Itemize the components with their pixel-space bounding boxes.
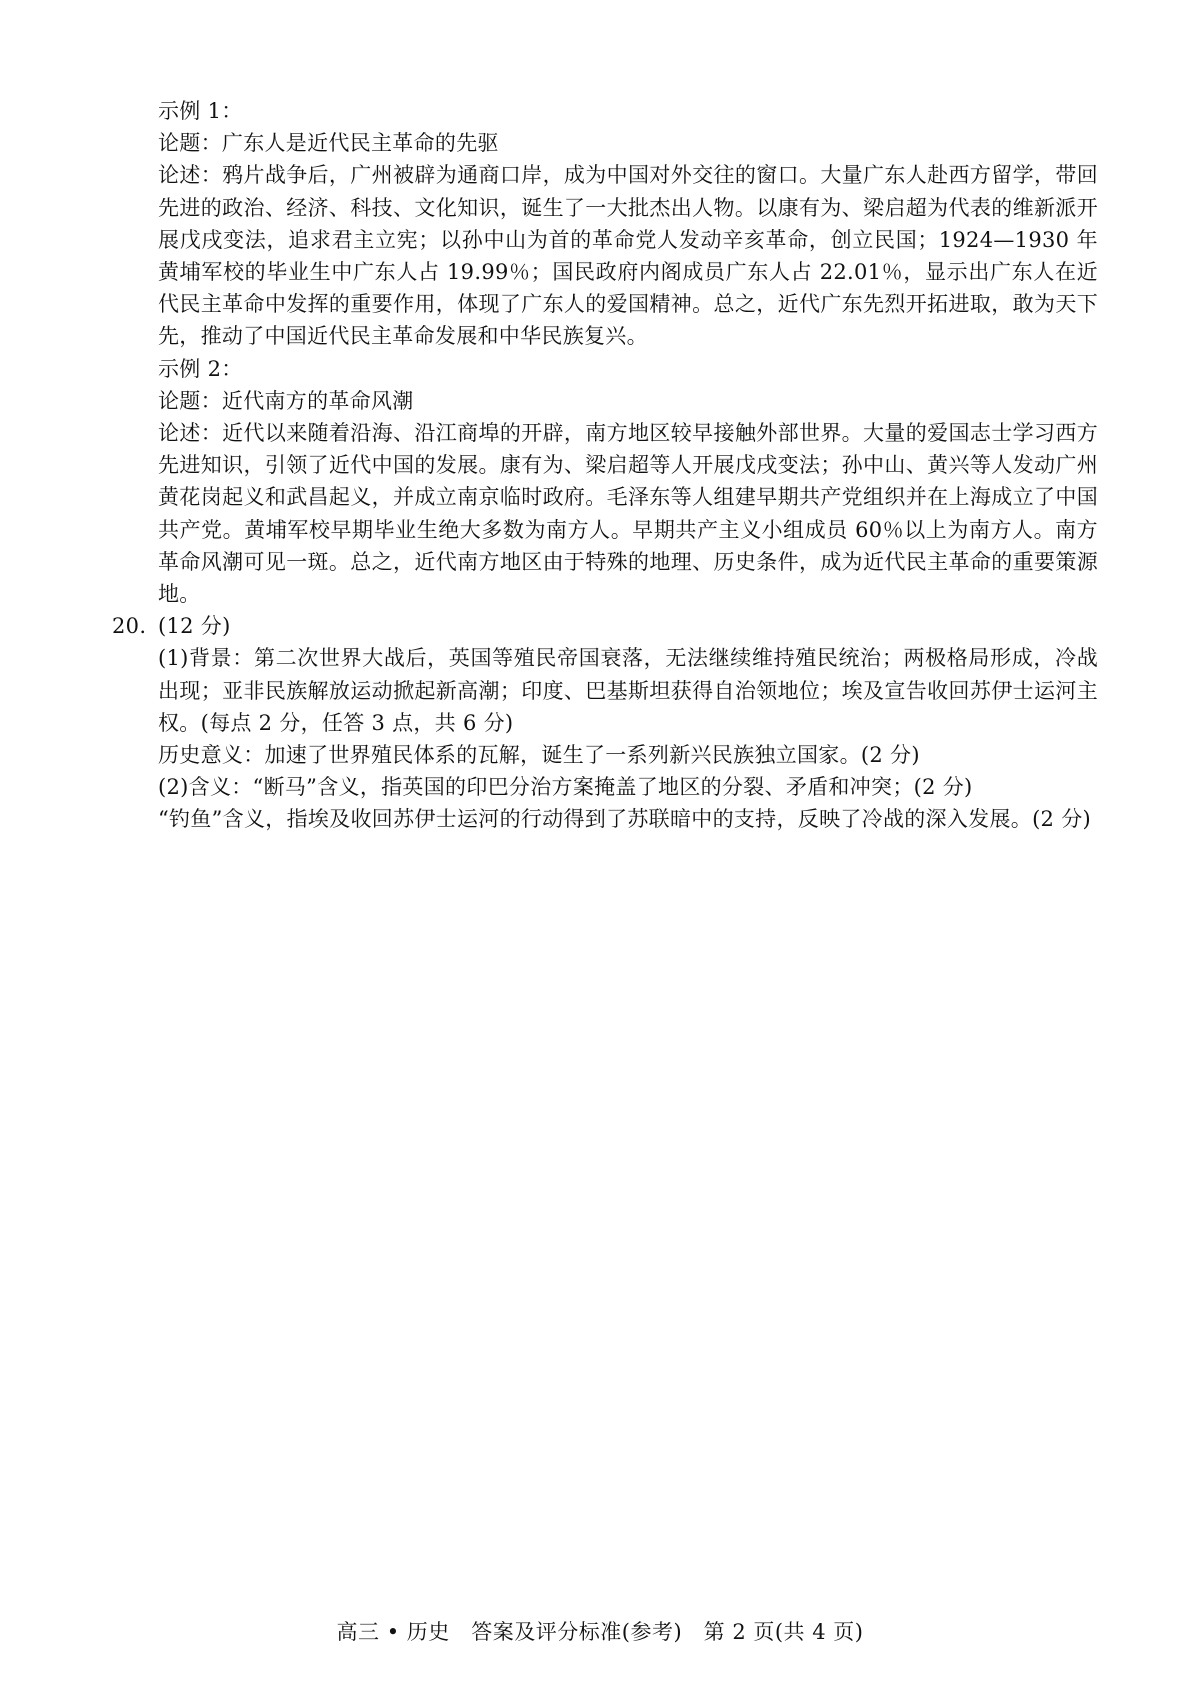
part2-meaning-1: (2)含义：“断马”含义，指英国的印巴分治方案掩盖了地区的分裂、矛盾和冲突；(2 分) — [158, 775, 973, 800]
question-20 — [112, 610, 1098, 835]
example-essay: 论述：鸦片战争后，广州被辟为通商口岸，成为中国对外交往的窗口。大量广东人赴西方留学，带回先进的政治、经济、科技、文化知识，诞生了一大批杰出人物。以康有为、梁启超为代表的维新派开展戊戌变法，追求君主立宪；以孙中山为首的革命党人发动辛亥革命，创立民国；1924—1930 年黄埔军校的毕业生中广东人占 19.99％；国民政府内阁成员广东人占 22.01％，显示出广东人在近代民主革命中发挥的重要作用，体现了广东人的爱国精神。总之，近代广东先烈开拓进取，敢为天下先，推动了中国近代民主革命发展和中华民族复兴。 — [158, 163, 1098, 349]
example-essay: 论述：近代以来随着沿海、沿江商埠的开辟，南方地区较早接触外部世界。大量的爱国志士学习西方先进知识，引领了近代中国的发展。康有为、梁启超等人开展戊戌变法；孙中山、黄兴等人发动广州黄花岗起义和武昌起义，并成立南京临时政府。毛泽东等人组建早期共产党组织并在上海成立了中国共产党。黄埔军校早期毕业生绝大多数为南方人。早期共产主义小组成员 60％以上为南方人。南方革命风潮可见一斑。总之，近代南方地区由于特殊的地理、历史条件，成为近代民主革命的重要策源地。 — [158, 421, 1098, 607]
part2-meaning-2: “钓鱼”含义，指埃及收回苏伊士运河的行动得到了苏联暗中的支持，反映了冷战的深入发展。(2 分) — [158, 807, 1091, 832]
example-topic: 论题：广东人是近代民主革命的先驱 — [158, 131, 499, 156]
example-topic: 论题：近代南方的革命风潮 — [158, 388, 414, 413]
example-1 — [158, 95, 1098, 353]
example-2 — [158, 353, 1098, 611]
example-heading: 示例 2： — [158, 356, 243, 381]
part1-significance: 历史意义：加速了世界殖民体系的瓦解，诞生了一系列新兴民族独立国家。(2 分) — [158, 743, 920, 768]
part1-background: (1)背景：第二次世界大战后，英国等殖民帝国衰落，无法继续维持殖民统治；两极格局形成，冷战出现；亚非民族解放运动掀起新高潮；印度、巴基斯坦获得自治领地位；埃及宣告收回苏伊士运河主权。(每点 2 分，任答 3 点，共 6 分) — [158, 646, 1098, 735]
question-score: (12 分) — [158, 614, 231, 639]
question-number: 20. — [112, 614, 147, 639]
example-heading: 示例 1： — [158, 99, 243, 123]
answer-content — [112, 95, 1098, 836]
page-footer: 高三 • 历史 答案及评分标准(参考) 第 2 页(共 4 页) — [336, 1620, 864, 1644]
